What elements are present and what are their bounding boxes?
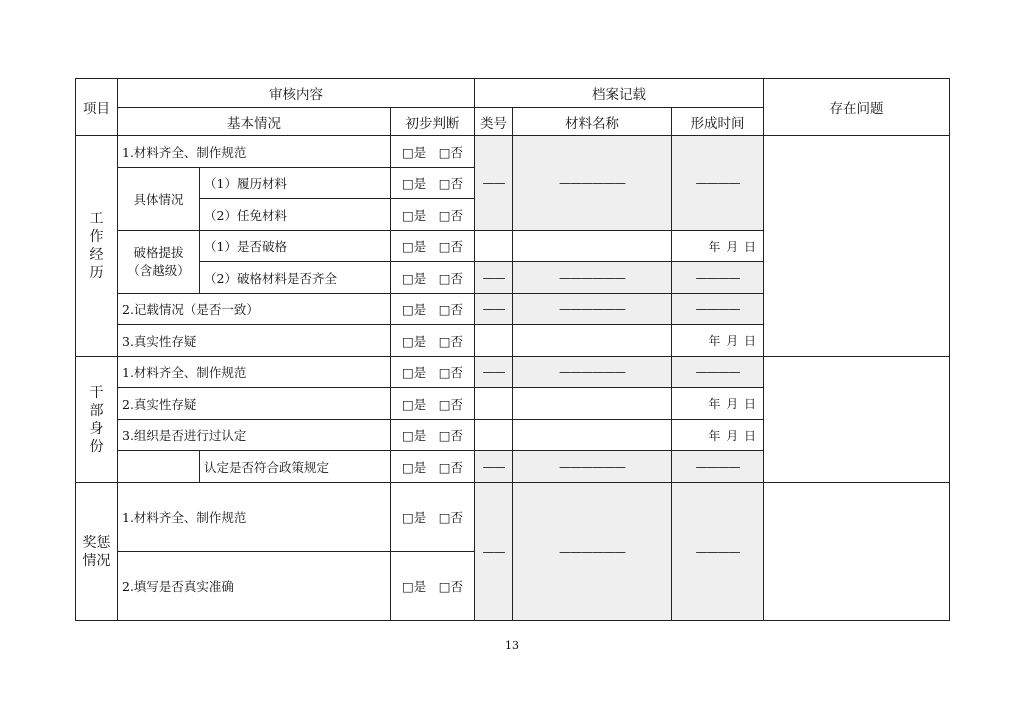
- issues-cell-work[interactable]: [764, 136, 950, 357]
- cadre-row-policy: 认定是否符合政策规定: [200, 451, 391, 483]
- category-cell[interactable]: [475, 420, 513, 451]
- work-promotion-materials: （2）破格材料是否齐全: [200, 262, 391, 294]
- page-number: 13: [505, 639, 519, 652]
- section-reward-title: 奖惩 情况: [76, 483, 118, 621]
- time-dash: ————: [672, 451, 764, 483]
- time-dash: ————: [672, 357, 764, 388]
- material-dash: ——————: [513, 451, 672, 483]
- header-formation-time: 形成时间: [672, 108, 764, 136]
- material-cell[interactable]: [513, 325, 672, 357]
- header-basic-situation: 基本情况: [118, 108, 391, 136]
- material-dash: ——————: [513, 483, 672, 621]
- header-item: 项目: [76, 79, 118, 136]
- category-cell[interactable]: [475, 231, 513, 262]
- category-cell[interactable]: [475, 388, 513, 420]
- material-cell[interactable]: [513, 388, 672, 420]
- category-dash: ——: [475, 357, 513, 388]
- audit-table: [75, 78, 950, 621]
- section-work-title: 工 作 经 历: [76, 136, 118, 357]
- category-dash: ——: [475, 483, 513, 621]
- material-cell[interactable]: [513, 231, 672, 262]
- header-preliminary-judgment: 初步判断: [391, 108, 475, 136]
- material-dash: ——————: [513, 357, 672, 388]
- material-dash: ——————: [513, 136, 672, 231]
- reward-row-materials: 1.材料齐全、制作规范: [118, 483, 391, 552]
- header-issues: 存在问题: [764, 79, 950, 136]
- formation-date[interactable]: 年 月 日: [672, 388, 764, 420]
- blank-cell: [118, 451, 200, 483]
- judgment-checkbox[interactable]: □是 □否: [391, 325, 475, 357]
- category-dash: ——: [475, 262, 513, 294]
- work-specific-label: 具体情况: [118, 168, 200, 231]
- formation-date[interactable]: 年 月 日: [672, 420, 764, 451]
- judgment-checkbox[interactable]: □是 □否: [391, 136, 475, 168]
- cadre-row-authenticity: 2.真实性存疑: [118, 388, 391, 420]
- judgment-checkbox[interactable]: □是 □否: [391, 420, 475, 451]
- category-cell[interactable]: [475, 325, 513, 357]
- section-cadre-title: 干 部 身 份: [76, 357, 118, 483]
- material-cell[interactable]: [513, 420, 672, 451]
- judgment-checkbox[interactable]: □是 □否: [391, 231, 475, 262]
- category-dash: ——: [475, 136, 513, 231]
- time-dash: ————: [672, 136, 764, 231]
- work-row-authenticity: 3.真实性存疑: [118, 325, 391, 357]
- work-specific-resume: （1）履历材料: [200, 168, 391, 199]
- category-dash: ——: [475, 294, 513, 325]
- work-promotion-exception: （1）是否破格: [200, 231, 391, 262]
- header-material-name: 材料名称: [513, 108, 672, 136]
- material-dash: ——————: [513, 294, 672, 325]
- time-dash: ————: [672, 294, 764, 325]
- judgment-checkbox[interactable]: □是 □否: [391, 552, 475, 621]
- time-dash: ————: [672, 262, 764, 294]
- work-row-record: 2.记载情况（是否一致）: [118, 294, 391, 325]
- judgment-checkbox[interactable]: □是 □否: [391, 294, 475, 325]
- reward-row-accuracy: 2.填写是否真实准确: [118, 552, 391, 621]
- category-dash: ——: [475, 451, 513, 483]
- header-archive-record: 档案记载: [475, 79, 764, 108]
- time-dash: ————: [672, 483, 764, 621]
- issues-cell-cadre[interactable]: [764, 357, 950, 483]
- judgment-checkbox[interactable]: □是 □否: [391, 168, 475, 199]
- work-promotion-label: 破格提拔 （含越级）: [118, 231, 200, 294]
- judgment-checkbox[interactable]: □是 □否: [391, 199, 475, 231]
- formation-date[interactable]: 年 月 日: [672, 325, 764, 357]
- cadre-row-recognition: 3.组织是否进行过认定: [118, 420, 391, 451]
- material-dash: ——————: [513, 262, 672, 294]
- judgment-checkbox[interactable]: □是 □否: [391, 388, 475, 420]
- issues-cell-reward[interactable]: [764, 483, 950, 621]
- header-category-no: 类号: [475, 108, 513, 136]
- formation-date[interactable]: 年 月 日: [672, 231, 764, 262]
- cadre-row-materials: 1.材料齐全、制作规范: [118, 357, 391, 388]
- judgment-checkbox[interactable]: □是 □否: [391, 483, 475, 552]
- judgment-checkbox[interactable]: □是 □否: [391, 262, 475, 294]
- judgment-checkbox[interactable]: □是 □否: [391, 451, 475, 483]
- work-specific-appointment: （2）任免材料: [200, 199, 391, 231]
- work-row-materials: 1.材料齐全、制作规范: [118, 136, 391, 168]
- header-review-content: 审核内容: [118, 79, 475, 108]
- judgment-checkbox[interactable]: □是 □否: [391, 357, 475, 388]
